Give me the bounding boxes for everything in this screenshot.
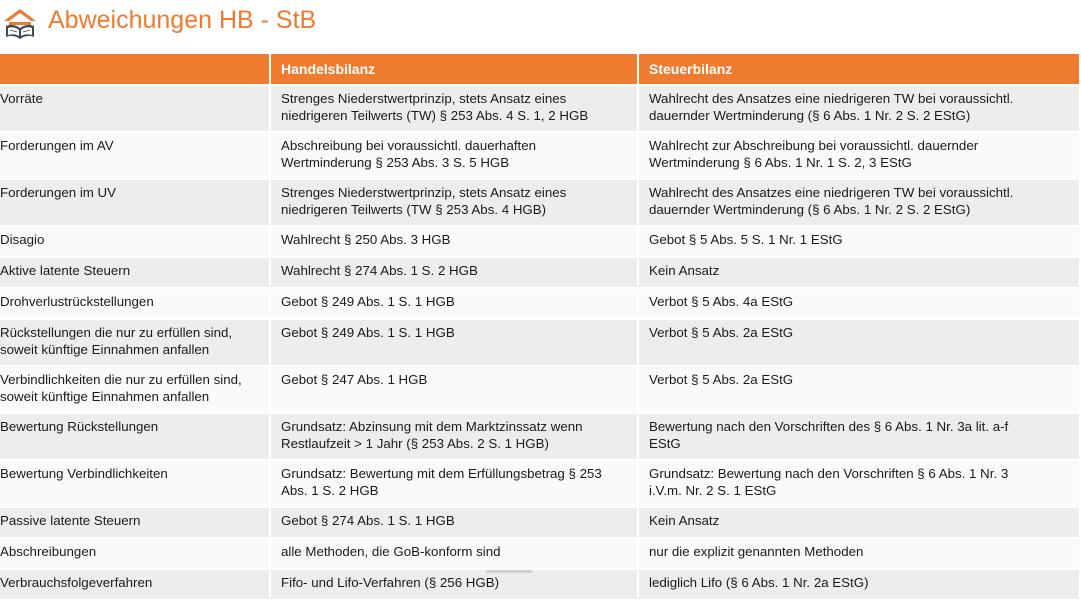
- cell-line: Bewertung Verbindlichkeiten: [0, 466, 168, 481]
- row-item-cell: [0, 179, 270, 226]
- table-row: [0, 507, 1080, 538]
- table-row: [0, 569, 1080, 600]
- cell-line: Forderungen im AV: [0, 138, 114, 153]
- cell-line: Wahlrecht zur Abschreibung bei voraussichtl. dauernder: [649, 138, 979, 153]
- cell-line: Grundsatz: Bewertung nach den Vorschriften § 6 Abs. 1 Nr. 3: [649, 466, 1009, 481]
- row-item-cell: [0, 460, 270, 507]
- cell-line: dauernder Wertminderung (§ 6 Abs. 1 Nr. 2 S. 2 EStG): [649, 202, 971, 217]
- cell-line: Strenges Niederstwertprinzip, stets Ansatz eines: [281, 185, 567, 200]
- cell-line: nur die explizit genannten Methoden: [649, 544, 864, 559]
- cell-line: Fifo- und Lifo-Verfahren (§ 256 HGB): [281, 575, 500, 590]
- cell-line: Bewertung nach den Vorschriften des § 6 Abs. 1 Nr. 3a lit. a-f: [649, 419, 1009, 434]
- table-row: [0, 226, 1080, 257]
- steuerbilanz-cell: [638, 85, 1080, 132]
- steuerbilanz-cell: [638, 288, 1080, 319]
- cell-line: niedrigeren Teilwerts (TW) § 253 Abs. 4 S. 1, 2 HGB: [281, 108, 589, 123]
- handelsbilanz-cell: [270, 366, 638, 413]
- cell-line: Wertminderung § 6 Abs. 1 Nr. 1 S. 2, 3 EStG: [649, 155, 912, 170]
- cell-line: Rückstellungen die nur zu erfüllen sind,: [0, 325, 233, 340]
- cell-line: lediglich Lifo (§ 6 Abs. 1 Nr. 2a EStG): [649, 575, 869, 590]
- cell-line: Kein Ansatz: [649, 263, 720, 278]
- cell-line: Drohverlustrückstellungen: [0, 294, 154, 309]
- cell-line: Gebot § 274 Abs. 1 S. 1 HGB: [281, 513, 455, 528]
- steuerbilanz-cell: [638, 460, 1080, 507]
- cell-line: Strenges Niederstwertprinzip, stets Ansatz eines: [281, 91, 567, 106]
- book-logo-icon: [0, 4, 40, 44]
- row-item-cell: [0, 507, 270, 538]
- cell-line: Wahlrecht § 250 Abs. 3 HGB: [281, 232, 451, 247]
- handelsbilanz-cell: [270, 257, 638, 288]
- cell-line: Disagio: [0, 232, 45, 247]
- cell-line: Verbot § 5 Abs. 4a EStG: [649, 294, 794, 309]
- cell-line: Bewertung Rückstellungen: [0, 419, 159, 434]
- steuerbilanz-cell: [638, 569, 1080, 600]
- row-item-cell: [0, 319, 270, 366]
- row-item-cell: [0, 569, 270, 600]
- row-item-cell: [0, 132, 270, 179]
- table-header-row: [0, 54, 1080, 85]
- cell-line: Wahlrecht § 274 Abs. 1 S. 2 HGB: [281, 263, 478, 278]
- footer-mark: [486, 570, 532, 573]
- header-steuerbilanz: Steuerbilanz: [638, 54, 1080, 85]
- handelsbilanz-cell: [270, 460, 638, 507]
- cell-line: Vorräte: [0, 91, 43, 106]
- steuerbilanz-cell: [638, 132, 1080, 179]
- table-row: [0, 319, 1080, 366]
- cell-line: Forderungen im UV: [0, 185, 117, 200]
- cell-line: Wahlrecht des Ansatzes eine niedrigeren TW bei voraussichtl.: [649, 91, 1014, 106]
- cell-line: Grundsatz: Abzinsung mit dem Marktzinssatz wenn: [281, 419, 583, 434]
- steuerbilanz-cell: [638, 319, 1080, 366]
- table-row: [0, 132, 1080, 179]
- steuerbilanz-cell: [638, 507, 1080, 538]
- table-row: [0, 257, 1080, 288]
- cell-line: Passive latente Steuern: [0, 513, 141, 528]
- cell-line: niedrigeren Teilwerts (TW § 253 Abs. 4 HGB): [281, 202, 547, 217]
- table-body: [0, 85, 1080, 600]
- row-item-cell: [0, 226, 270, 257]
- handelsbilanz-cell: [270, 288, 638, 319]
- table-row: [0, 538, 1080, 569]
- cell-line: Gebot § 249 Abs. 1 S. 1 HGB: [281, 325, 455, 340]
- handelsbilanz-cell: [270, 132, 638, 179]
- steuerbilanz-cell: [638, 413, 1080, 460]
- row-item-cell: [0, 257, 270, 288]
- cell-line: Gebot § 249 Abs. 1 S. 1 HGB: [281, 294, 455, 309]
- handelsbilanz-cell: [270, 569, 638, 600]
- cell-line: Grundsatz: Bewertung mit dem Erfüllungsbetrag § 253: [281, 466, 602, 481]
- cell-line: Verbot § 5 Abs. 2a EStG: [649, 372, 794, 387]
- row-item-cell: [0, 85, 270, 132]
- steuerbilanz-cell: [638, 538, 1080, 569]
- table-row: [0, 413, 1080, 460]
- cell-line: EStG: [649, 436, 681, 451]
- row-item-cell: [0, 288, 270, 319]
- row-item-cell: [0, 413, 270, 460]
- table-row: [0, 460, 1080, 507]
- cell-line: Abschreibung bei voraussichtl. dauerhaften: [281, 138, 537, 153]
- steuerbilanz-cell: [638, 257, 1080, 288]
- cell-line: Wahlrecht des Ansatzes eine niedrigeren TW bei voraussichtl.: [649, 185, 1014, 200]
- cell-line: soweit künftige Einnahmen anfallen: [0, 389, 210, 404]
- cell-line: Gebot § 5 Abs. 5 S. 1 Nr. 1 EStG: [649, 232, 843, 247]
- row-item-cell: [0, 538, 270, 569]
- header-handelsbilanz: Handelsbilanz: [270, 54, 638, 85]
- page-title: Abweichungen HB - StB: [48, 6, 317, 34]
- table-row: [0, 288, 1080, 319]
- cell-line: Verbrauchsfolgeverfahren: [0, 575, 153, 590]
- handelsbilanz-cell: [270, 413, 638, 460]
- cell-line: dauernder Wertminderung (§ 6 Abs. 1 Nr. 2 S. 2 EStG): [649, 108, 971, 123]
- slide-header: [0, 0, 1024, 54]
- cell-line: Abs. 1 S. 2 HGB: [281, 483, 379, 498]
- cell-line: alle Methoden, die GoB-konform sind: [281, 544, 501, 559]
- handelsbilanz-cell: [270, 226, 638, 257]
- cell-line: Restlaufzeit > 1 Jahr (§ 253 Abs. 2 S. 1 HGB): [281, 436, 549, 451]
- cell-line: Verbindlichkeiten die nur zu erfüllen sind,: [0, 372, 242, 387]
- steuerbilanz-cell: [638, 366, 1080, 413]
- cell-line: Aktive latente Steuern: [0, 263, 131, 278]
- cell-line: soweit künftige Einnahmen anfallen: [0, 342, 210, 357]
- handelsbilanz-cell: [270, 319, 638, 366]
- comparison-table: [0, 54, 1081, 601]
- cell-line: Abschreibungen: [0, 544, 97, 559]
- table-row: [0, 179, 1080, 226]
- steuerbilanz-cell: [638, 179, 1080, 226]
- steuerbilanz-cell: [638, 226, 1080, 257]
- comparison-table-wrapper: [0, 54, 1024, 590]
- table-row: [0, 366, 1080, 413]
- cell-line: i.V.m. Nr. 2 S. 1 EStG: [649, 483, 777, 498]
- table-row: [0, 85, 1080, 132]
- cell-line: Gebot § 247 Abs. 1 HGB: [281, 372, 428, 387]
- cell-line: Wertminderung § 253 Abs. 3 S. 5 HGB: [281, 155, 510, 170]
- handelsbilanz-cell: [270, 85, 638, 132]
- cell-line: Verbot § 5 Abs. 2a EStG: [649, 325, 794, 340]
- handelsbilanz-cell: [270, 179, 638, 226]
- handelsbilanz-cell: [270, 507, 638, 538]
- handelsbilanz-cell: [270, 538, 638, 569]
- row-item-cell: [0, 366, 270, 413]
- header-item: [0, 54, 270, 85]
- cell-line: Kein Ansatz: [649, 513, 720, 528]
